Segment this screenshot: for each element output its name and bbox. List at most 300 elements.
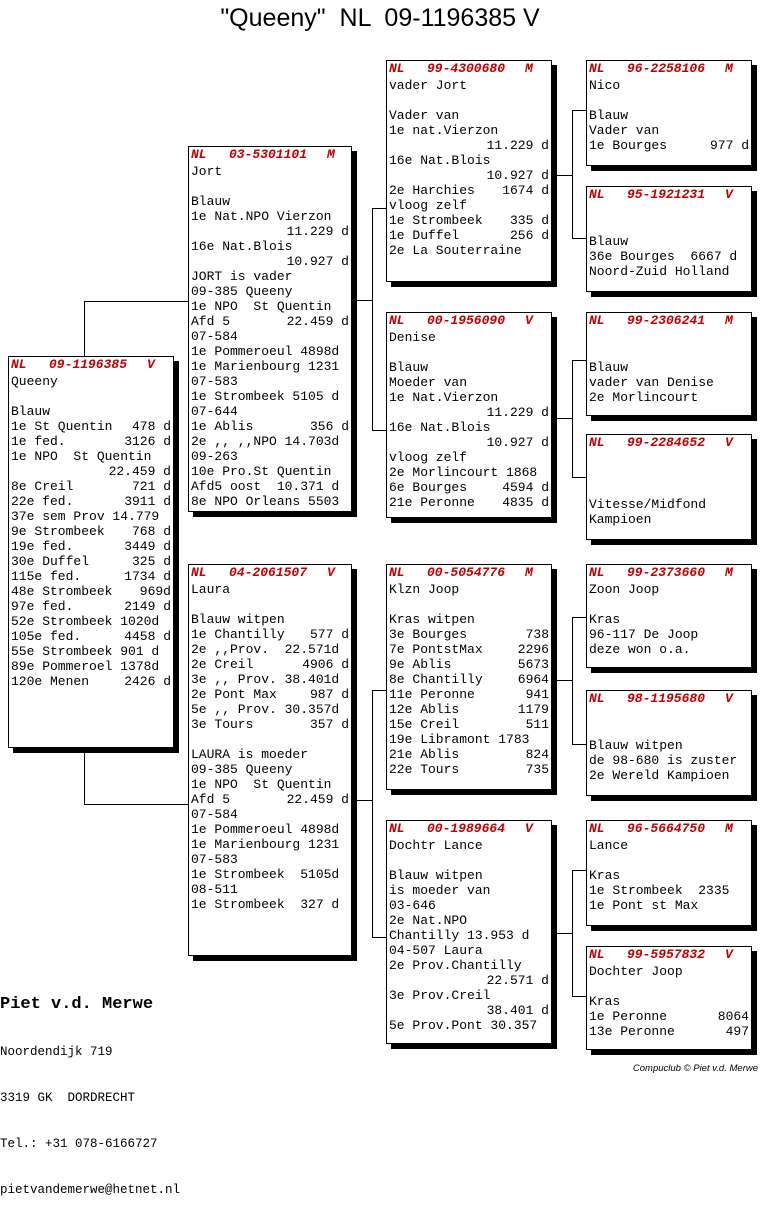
detail-line <box>389 747 549 762</box>
sex-marker: V <box>147 357 155 372</box>
ring-number: 99-2284652 <box>627 435 706 450</box>
detail-line <box>191 419 349 434</box>
detail-line <box>389 495 549 510</box>
detail-text: 5e ,, Prov. 30.357d <box>191 702 340 717</box>
ring-number: 03-5301101 <box>229 147 308 162</box>
detail-value: 357 d <box>309 717 349 732</box>
ring-number: 98-1195680 <box>627 691 706 706</box>
detail-line <box>191 209 349 224</box>
detail-line <box>389 657 549 672</box>
pedigree-card-dss[interactable] <box>586 564 752 668</box>
detail-line <box>389 375 549 390</box>
detail-text: 2e ,, ,,NPO 14.703d <box>191 434 340 449</box>
detail-text: 89e Pommeroel 1378d <box>11 659 160 674</box>
detail-value: 977 d <box>709 138 749 153</box>
country-code: NL <box>11 357 27 372</box>
detail-value: 768 d <box>131 524 171 539</box>
detail-line <box>589 467 749 482</box>
detail-text: Blauw <box>589 108 629 123</box>
detail-line <box>389 717 549 732</box>
detail-value: 4594 d <box>502 480 549 495</box>
detail-line <box>11 629 171 644</box>
detail-text: de 98-680 is zuster <box>589 753 738 768</box>
detail-line <box>589 738 749 753</box>
detail-line <box>191 597 349 612</box>
detail-line <box>389 898 549 913</box>
owner-email[interactable]: pietvandemerwe@hetnet.nl <box>0 1182 181 1197</box>
pedigree-card-ddd[interactable] <box>586 946 752 1050</box>
card-details <box>389 597 549 777</box>
sex-marker: M <box>525 61 533 76</box>
detail-text: 96-117 De Joop <box>589 627 699 642</box>
detail-value: 335 d <box>509 213 549 228</box>
detail-text: 1e Marienbourg 1231 <box>191 359 340 374</box>
detail-line <box>389 168 549 183</box>
detail-text: 19e fed. <box>11 539 74 554</box>
detail-value: 511 <box>525 717 549 732</box>
card-header <box>389 821 549 837</box>
detail-line <box>589 512 749 527</box>
detail-line <box>11 554 171 569</box>
pigeon-name: Dochter Joop <box>589 964 683 979</box>
pedigree-card-sds[interactable] <box>586 312 752 416</box>
detail-text: 1e Ablis <box>191 419 254 434</box>
pigeon-name: Dochtr Lance <box>389 838 483 853</box>
detail-line <box>191 882 349 897</box>
detail-line <box>191 329 349 344</box>
detail-line <box>389 612 549 627</box>
card-details <box>389 93 549 258</box>
detail-text: vloog zelf <box>389 198 468 213</box>
detail-line <box>389 868 549 883</box>
ring-number: 99-2306241 <box>627 313 706 328</box>
detail-line <box>589 898 749 913</box>
detail-text: Blauw witpen <box>389 868 483 883</box>
detail-line <box>11 569 171 584</box>
country-code: NL <box>389 821 405 836</box>
sex-marker: V <box>525 821 533 836</box>
pedigree-card-sire[interactable] <box>188 146 352 512</box>
detail-text: 6e Bourges <box>389 480 468 495</box>
detail-value: 2426 d <box>124 674 171 689</box>
detail-text: 2e Pont Max <box>191 687 277 702</box>
detail-text: 21e Peronne <box>389 495 475 510</box>
detail-text: Vader van <box>389 108 460 123</box>
pigeon-name: Denise <box>389 330 436 345</box>
detail-text: 19e Libramont 1783 <box>389 732 530 747</box>
pedigree-card-dsd[interactable] <box>586 690 752 796</box>
pedigree-card-sire-dam[interactable] <box>386 312 552 518</box>
detail-line <box>589 482 749 497</box>
detail-value: 1674 d <box>502 183 549 198</box>
detail-value: 22.459 d <box>286 314 349 329</box>
copyright: Compuclub © Piet v.d. Merwe <box>632 1063 758 1074</box>
detail-line <box>191 672 349 687</box>
detail-text: 1e Chantilly <box>191 627 285 642</box>
detail-line <box>191 179 349 194</box>
detail-text: 1e Pommeroeul 4898d <box>191 822 340 837</box>
detail-line <box>11 449 171 464</box>
detail-line <box>191 657 349 672</box>
page-title: "Queeny" NL 09-1196385 V <box>220 4 540 32</box>
detail-text: Kras <box>589 868 621 883</box>
detail-line <box>11 404 171 419</box>
detail-line <box>191 359 349 374</box>
sex-marker: V <box>725 691 733 706</box>
detail-line <box>191 897 349 912</box>
card-header <box>191 565 349 581</box>
card-details <box>11 389 171 689</box>
card-header <box>11 357 171 373</box>
owner-block <box>0 964 180 1213</box>
detail-text: 3e Prov.Creil <box>389 988 491 1003</box>
detail-line <box>191 434 349 449</box>
sex-marker: V <box>327 565 335 580</box>
detail-line <box>191 642 349 657</box>
detail-value: 11.229 d <box>286 224 349 239</box>
detail-text: 55e Strombeek 901 d <box>11 644 160 659</box>
detail-value: 10.927 d <box>286 254 349 269</box>
detail-line <box>589 360 749 375</box>
detail-text: 1e Strombeek 5105d <box>191 867 340 882</box>
card-header <box>589 821 749 837</box>
sex-marker: M <box>525 565 533 580</box>
detail-line <box>191 837 349 852</box>
detail-text: 07-583 <box>191 374 238 389</box>
detail-line <box>191 269 349 284</box>
detail-line <box>389 183 549 198</box>
pedigree-card-sdd[interactable] <box>586 434 752 540</box>
country-code: NL <box>589 313 605 328</box>
detail-text: 1e St Quentin <box>11 419 113 434</box>
sex-marker: V <box>525 313 533 328</box>
detail-text: 10e Pro.St Quentin <box>191 464 332 479</box>
detail-text: Noord-Zuid Holland <box>589 264 730 279</box>
detail-line <box>191 254 349 269</box>
detail-value: 4906 d <box>302 657 349 672</box>
detail-line <box>191 822 349 837</box>
pedigree-card-dam-dam[interactable] <box>386 820 552 1044</box>
pigeon-name: Zoon Joop <box>589 582 660 597</box>
sex-marker: M <box>725 821 733 836</box>
ring-number: 99-4300680 <box>427 61 506 76</box>
detail-line <box>389 360 549 375</box>
detail-line <box>191 494 349 509</box>
sex-marker: M <box>725 565 733 580</box>
detail-text: Afd 5 <box>191 314 231 329</box>
detail-line <box>191 612 349 627</box>
detail-value: 969d <box>139 584 171 599</box>
detail-line <box>11 389 171 404</box>
detail-line <box>589 723 749 738</box>
detail-line <box>11 644 171 659</box>
detail-line <box>589 93 749 108</box>
pigeon-name: Laura <box>191 582 231 597</box>
detail-line <box>191 852 349 867</box>
detail-line <box>191 389 349 404</box>
ring-number: 09-1196385 <box>49 357 128 372</box>
detail-text: 1e Strombeek 2335 <box>589 883 730 898</box>
owner-phone: Tel.: +31 078-6166727 <box>0 1136 158 1151</box>
detail-value: 721 d <box>131 479 171 494</box>
card-details <box>589 597 749 657</box>
detail-line <box>589 123 749 138</box>
detail-value: 1179 <box>517 702 549 717</box>
detail-line <box>389 672 549 687</box>
ring-number: 95-1921231 <box>627 187 706 202</box>
detail-line <box>11 509 171 524</box>
detail-value: 6964 <box>517 672 549 687</box>
detail-text: 16e Nat.Blois <box>191 239 293 254</box>
country-code: NL <box>589 187 605 202</box>
detail-text: Afd5 oost 10.371 d <box>191 479 340 494</box>
pigeon-name: Queeny <box>11 374 58 389</box>
ring-number: 00-5054776 <box>427 565 506 580</box>
detail-line <box>389 928 549 943</box>
detail-text: 115e fed. <box>11 569 82 584</box>
card-header <box>589 61 749 77</box>
ring-number: 96-5664750 <box>627 821 706 836</box>
detail-line <box>589 597 749 612</box>
detail-value: 2296 <box>517 642 549 657</box>
detail-line <box>389 198 549 213</box>
country-code: NL <box>589 565 605 580</box>
detail-text: 1e Bourges <box>589 138 668 153</box>
detail-value: 356 d <box>309 419 349 434</box>
pedigree-card-dam[interactable] <box>188 564 352 956</box>
detail-line <box>389 243 549 258</box>
ring-number: 99-5957832 <box>627 947 706 962</box>
detail-line <box>191 762 349 777</box>
detail-value: 3449 d <box>124 539 171 554</box>
detail-value: 738 <box>525 627 549 642</box>
detail-text: 1e Nat.Vierzon <box>389 390 499 405</box>
detail-text: 16e Nat.Blois <box>389 153 491 168</box>
pedigree-card-sss[interactable] <box>586 60 752 166</box>
detail-line <box>389 123 549 138</box>
pedigree-card-ssd[interactable] <box>586 186 752 292</box>
card-header <box>589 313 749 329</box>
pigeon-name: Jort <box>191 164 223 179</box>
detail-line <box>191 747 349 762</box>
detail-text: 15e Creil <box>389 717 460 732</box>
card-header <box>589 565 749 581</box>
detail-text: LAURA is moeder <box>191 747 309 762</box>
detail-text: 07-583 <box>191 852 238 867</box>
detail-line <box>11 659 171 674</box>
card-header <box>589 435 749 451</box>
card-details <box>389 853 549 1033</box>
detail-text: Blauw <box>191 194 231 209</box>
card-details <box>191 597 349 912</box>
detail-text: 13e Peronne <box>589 1024 675 1039</box>
detail-text: 9e Ablis <box>389 657 452 672</box>
ring-number: 99-2373660 <box>627 565 706 580</box>
detail-line <box>589 108 749 123</box>
detail-value: 22.571 d <box>486 973 549 988</box>
detail-line <box>589 497 749 512</box>
detail-value: 4835 d <box>502 495 549 510</box>
detail-text: 09-385 Queeny <box>191 762 293 777</box>
detail-text: 37e sem Prov 14.779 <box>11 509 160 524</box>
detail-text: 1e NPO St Quentin <box>191 777 332 792</box>
detail-line <box>191 627 349 642</box>
detail-line <box>589 994 749 1009</box>
country-code: NL <box>589 691 605 706</box>
card-header <box>389 61 549 77</box>
detail-line <box>389 93 549 108</box>
detail-value: 10.927 d <box>486 435 549 450</box>
detail-line <box>191 284 349 299</box>
detail-text: Kras witpen <box>389 612 475 627</box>
detail-line <box>191 224 349 239</box>
detail-text: Kras <box>589 994 621 1009</box>
detail-text: 04-507 Laura <box>389 943 483 958</box>
detail-text: 07-584 <box>191 807 238 822</box>
detail-line <box>589 264 749 279</box>
detail-line <box>11 479 171 494</box>
detail-text: is moeder van <box>389 883 491 898</box>
detail-line <box>589 345 749 360</box>
country-code: NL <box>389 313 405 328</box>
detail-text: Blauw <box>589 360 629 375</box>
sex-marker: M <box>327 147 335 162</box>
detail-text: JORT is vader <box>191 269 293 284</box>
detail-text: Vader van <box>589 123 660 138</box>
pigeon-name: Nico <box>589 78 621 93</box>
detail-line <box>589 1024 749 1039</box>
detail-line <box>389 465 549 480</box>
detail-line <box>589 853 749 868</box>
detail-text: vader van Denise <box>589 375 714 390</box>
country-code: NL <box>589 435 605 450</box>
card-details <box>191 179 349 509</box>
detail-value: 11.229 d <box>486 405 549 420</box>
detail-text: 8e Creil <box>11 479 74 494</box>
detail-line <box>191 717 349 732</box>
pigeon-name: vader Jort <box>389 78 468 93</box>
detail-line <box>389 213 549 228</box>
owner-address2: 3319 GK DORDRECHT <box>0 1091 136 1106</box>
sex-marker: V <box>725 435 733 450</box>
detail-line <box>11 599 171 614</box>
detail-line <box>11 464 171 479</box>
detail-line <box>389 153 549 168</box>
detail-line <box>11 614 171 629</box>
detail-text: Kras <box>589 612 621 627</box>
detail-line <box>191 449 349 464</box>
detail-value: 325 d <box>131 554 171 569</box>
detail-line <box>589 883 749 898</box>
detail-value: 22.459 d <box>286 792 349 807</box>
country-code: NL <box>191 147 207 162</box>
detail-text: 07-644 <box>191 404 238 419</box>
detail-line <box>191 374 349 389</box>
detail-line <box>389 480 549 495</box>
detail-text: Vitesse/Midfond <box>589 497 707 512</box>
detail-value: 22.459 d <box>108 464 171 479</box>
detail-line <box>589 138 749 153</box>
detail-value: 11.229 d <box>486 138 549 153</box>
detail-text: Blauw <box>389 360 429 375</box>
detail-line <box>11 674 171 689</box>
country-code: NL <box>191 565 207 580</box>
detail-text: 09-385 Queeny <box>191 284 293 299</box>
detail-line <box>191 702 349 717</box>
detail-line <box>589 768 749 783</box>
detail-line <box>389 1003 549 1018</box>
country-code: NL <box>589 947 605 962</box>
pedigree-card-sire-sire[interactable] <box>386 60 552 282</box>
detail-line <box>191 777 349 792</box>
detail-text: 97e fed. <box>11 599 74 614</box>
pedigree-card-subject[interactable] <box>8 356 174 748</box>
pigeon-name: Klzn Joop <box>389 582 460 597</box>
detail-line <box>191 239 349 254</box>
detail-line <box>389 1018 549 1033</box>
detail-text: 1e Peronne <box>589 1009 668 1024</box>
detail-line <box>191 732 349 747</box>
detail-text: 3e ,, Prov. 38.401d <box>191 672 340 687</box>
detail-line <box>389 732 549 747</box>
detail-text: 30e Duffel <box>11 554 90 569</box>
detail-value: 824 <box>525 747 549 762</box>
pedigree-card-dam-sire[interactable] <box>386 564 552 790</box>
card-details <box>589 723 749 783</box>
detail-line <box>389 988 549 1003</box>
detail-line <box>389 913 549 928</box>
owner-name: Piet v.d. Merwe <box>0 994 154 1014</box>
detail-text: 03-646 <box>389 898 436 913</box>
card-header <box>589 691 749 707</box>
detail-line <box>11 524 171 539</box>
detail-text: 5e Prov.Pont 30.357 <box>389 1018 538 1033</box>
detail-line <box>389 943 549 958</box>
detail-line <box>11 419 171 434</box>
detail-value: 1734 d <box>124 569 171 584</box>
card-details <box>589 853 749 913</box>
detail-text: 16e Nat.Blois <box>389 420 491 435</box>
detail-line <box>389 345 549 360</box>
detail-text: 22e Tours <box>389 762 460 777</box>
card-details <box>389 345 549 510</box>
detail-line <box>389 450 549 465</box>
detail-text: 2e Morlincourt <box>589 390 699 405</box>
detail-line <box>389 762 549 777</box>
country-code: NL <box>589 61 605 76</box>
detail-text: 12e Ablis <box>389 702 460 717</box>
pedigree-card-dds[interactable] <box>586 820 752 926</box>
ring-number: 00-1989664 <box>427 821 506 836</box>
card-header <box>389 313 549 329</box>
detail-text: 52e Strombeek 1020d <box>11 614 160 629</box>
detail-line <box>191 687 349 702</box>
sex-marker: V <box>725 187 733 202</box>
sex-marker: V <box>725 947 733 962</box>
detail-line <box>589 219 749 234</box>
detail-text: 120e Menen <box>11 674 90 689</box>
detail-text: 3e Bourges <box>389 627 468 642</box>
detail-value: 8064 <box>717 1009 749 1024</box>
detail-line <box>389 973 549 988</box>
ring-number: 00-1956090 <box>427 313 506 328</box>
detail-value: 3911 d <box>124 494 171 509</box>
detail-value: 2149 d <box>124 599 171 614</box>
detail-line <box>389 138 549 153</box>
card-details <box>589 219 749 279</box>
detail-text: 8e NPO Orleans 5503 <box>191 494 340 509</box>
detail-text: 2e ,,Prov. 22.571d <box>191 642 340 657</box>
